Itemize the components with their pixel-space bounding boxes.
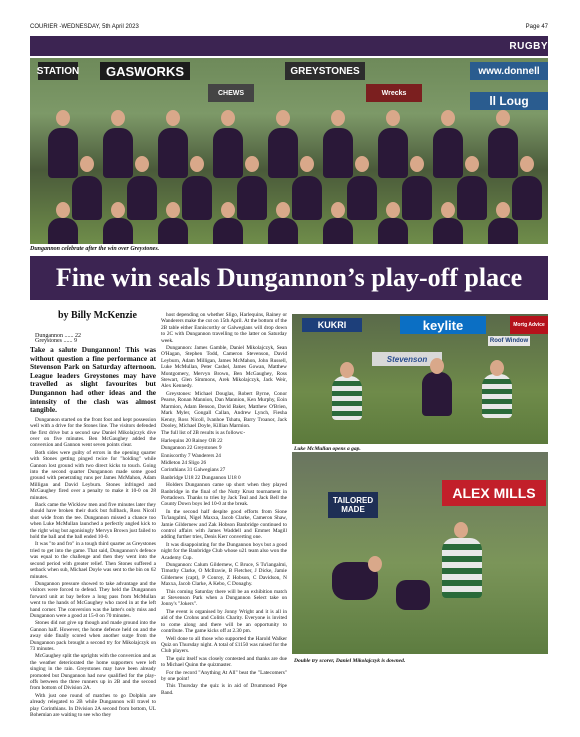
result-line: Corinthians 31 Galwegians 27 (161, 467, 226, 474)
player (457, 176, 487, 220)
photo-sign: TAILORED (332, 496, 374, 505)
photo-sign: keylite (400, 316, 486, 334)
headline: Fine win seals Dungannon’s play-off place (55, 263, 523, 292)
article-paragraph: Holders Dungannon came up short when they played Banbridge in the final of the Nutty Krust tournament in Portadown. Thanks to tries by Jack Teal and Jack Bell the County Down boys led 10-0 at the break. (161, 482, 287, 508)
player (48, 218, 78, 244)
photo-sign: Mortg Advice (510, 316, 548, 334)
player-head (410, 156, 424, 172)
player (103, 218, 133, 244)
player (433, 218, 463, 244)
article-paragraph: Stones did not give up though and made ground into the Gannon half. However, the home defence held on and the away side finally scored when another surge from the Dungannon pack brought a second try for Mikolajczyk on 73 minutes. (30, 620, 156, 652)
player (268, 218, 298, 244)
player-head (190, 156, 204, 172)
photo-sign: CHEWS (208, 84, 254, 102)
publication-line: COURIER -WEDNESDAY, 5th April 2023 (30, 24, 139, 30)
player (433, 128, 463, 178)
player (378, 128, 408, 178)
team-list-u18: Dungannon: Calum Gildernew, C Bruce, S Tu'iangalmi, Timothy Clarke, O McIlravie, B Fletcher, J Dicke, Jamie Gildernew (capt), P Conroy, Z Hobson, C Davidson, N Maxxa, Jacob Clarke, A Kebo, C Donaghy. (161, 562, 287, 588)
team-celebration-photo (30, 58, 548, 244)
photo-caption: Luke McMullan opens a gap. (294, 446, 361, 452)
player-head (520, 156, 534, 172)
result-line: Harlequins 20 Rainey OB 22 (161, 437, 223, 444)
photo-sign: GREYSTONES (285, 62, 365, 80)
section-title: RUGBY (509, 41, 548, 52)
player (512, 176, 542, 220)
article-paragraph: Well done to all those who supported the Harold Walker Quiz on Thursday night. A total of £1150 was raised for the Club players. (161, 635, 287, 655)
page-header (30, 24, 548, 34)
player (213, 218, 243, 244)
sponsor-board (328, 492, 378, 518)
player-head (111, 110, 125, 126)
player-head (441, 202, 455, 218)
score-line: Dungannon ...... 22 (35, 333, 81, 339)
article-paragraph: Both sides were guilty of errors in the opening quarter with Stones getting pinged twice for "holding" while Gannon lost ground with two direct kicks to touch. Going into the second quarter Dungannon made some good ground with penetrating runs per James McMahon, Adam Milligan and David Leyburn. Stones infringed and McGaughey fired over a penalty to make it 10-0 on 28 minutes. (30, 449, 156, 501)
player-head (166, 110, 180, 126)
player (422, 372, 452, 416)
section-bar (30, 36, 548, 56)
results-intro: The full list of 2B results is as follows:- (161, 430, 246, 437)
player (72, 176, 102, 220)
player-head (340, 362, 354, 378)
player-head (56, 202, 70, 218)
player (396, 580, 430, 610)
player-head (331, 202, 345, 218)
page-number: Page 47 (525, 24, 548, 30)
player-head (221, 110, 235, 126)
article-paragraph: It was "to and fro" in a tough third quarter as Greystones tried to get into the game. That said, Dungannon's defence was equal to the challenge and then they went into the second period with greater relief. Then Stones suffered a setback when sub, Michael Doyle was sent to the bin on 62 minutes. (30, 541, 156, 580)
player (48, 128, 78, 178)
headline-banner (30, 256, 548, 300)
photo-sign: Stevenson (372, 352, 442, 366)
player (323, 128, 353, 178)
player-head (166, 202, 180, 218)
player-head (465, 156, 479, 172)
result-line: Banbridge U18 22 Dungannon U18 0 (161, 474, 241, 481)
article-paragraph: host depending on whether Sligo, Harlequins, Rainey or Wanderers make the cut on 15th April. At the bottom of the 2B table either Enniscorthy or Galwegians will drop down to 2C with Dungannon travelling to the latter on Saturday week. (161, 312, 287, 344)
player (158, 128, 188, 178)
result-line: Dungannon 22 Greystones 9 (161, 445, 222, 452)
article-column-2 (161, 312, 287, 732)
player (332, 376, 362, 420)
article-paragraph: It was disappointing for the Dungannon boys but a good night for the Banbridge Club whose u21 team also won the Academy Cup. (161, 541, 287, 561)
article-column-1 (30, 332, 156, 732)
player (103, 128, 133, 178)
player (442, 538, 482, 598)
result-line: Midleton 24 Sligo 26 (161, 459, 207, 466)
results-list (161, 430, 287, 481)
player-head (111, 202, 125, 218)
player (323, 218, 353, 244)
photo-sign: ALEX (452, 485, 490, 501)
photo-sign: ll Loug (470, 92, 548, 110)
article-paragraph: The quiz itself was closely contested and thanks are due to Michael Quinn the quizmaster. (161, 655, 287, 669)
article-paragraph: Dungannon pressure showed to take advantage and the visitors were forced to defend. They held the Dungannon forward unit at bay before a long pass from McMullan went to the hands of McGaughey who raced in at the left hand corner. The conversion was the latter's only miss and Dungannon were a good at 15-0 on 70 minutes. (30, 580, 156, 619)
action-photo-mcmullan (292, 314, 548, 444)
player-head (56, 110, 70, 126)
player-head (386, 202, 400, 218)
player (213, 128, 243, 178)
player (268, 128, 298, 178)
player-head (386, 110, 400, 126)
team-list-greystones: Greystones: Michael Douglas, Robert Byrne, Conor Pearse, Ronan Mannion, Dan Mannion, Ken Murphy, Eoin Marmion, Adam Benson, David Baker, Matthew O'Brien, Mark Myler, Gongall Callan, Andrew Lynch, Fiesha Kenny, Ross Nicoll, Ivanhoe Tshatu, Barry Troanor, Jack Dooley, Michael Doyle, Killian Marmion. (161, 390, 287, 429)
player-head (496, 110, 510, 126)
player-head (221, 202, 235, 218)
article-paragraph: For the record "Anything At All" beat the "Latecomers" by one point! (161, 669, 287, 682)
player (237, 176, 267, 220)
score-line: Greystones ...... 9 (35, 338, 77, 344)
player-head (80, 156, 94, 172)
player-head (331, 110, 345, 126)
article-paragraph: Back came the Wicklow men and five minutes later they should have broken their duck but fullback, Ross Nicoll shot wide from the tee. Dungannon missed a chance too when Luke McMullan launched a perfectly angled kick to the right wing but agonisingly Mervyn Brown just failed to hold the ball and the ball ended 10-0. (30, 502, 156, 541)
player-head (300, 156, 314, 172)
player-head (355, 156, 369, 172)
photo-caption: Dungannon celebrate after the win over Greystones. (30, 246, 160, 252)
photo-caption: Double try scorer, Daniel Mikolajczyk is downed. (294, 658, 406, 664)
lead-paragraph: Take a salute Dungannon! This was without question a fine performance at Stevenson Park on Saturday afternoon. League leaders Greystones may have travelled as slight favourites but Dungannon had other ideas and the intensity of the clash was almost tangible. (30, 345, 156, 415)
photo-sign: Wrecks (366, 84, 422, 102)
player-head (245, 156, 259, 172)
player (402, 176, 432, 220)
player-head (454, 522, 468, 538)
player (378, 218, 408, 244)
player (292, 176, 322, 220)
player-head (490, 360, 504, 376)
photo-sign: MILLS (493, 485, 536, 501)
player (482, 374, 512, 418)
article-paragraph: McGaughey split the uprights with the conversion and as the weather deteriorated the home supporters were left singing in the rain. Greystones may have been already promoted but Dungannon had now qualified for the play-offs between the three runners up in 2B and the second from bottom of Division 2A. (30, 653, 156, 692)
player-head (368, 556, 382, 572)
player (127, 176, 157, 220)
article-paragraph: This Thursday the quiz is in aid of Drummond Pipe Band. (161, 683, 287, 696)
team-list-dungannon: Dungannon: James Gamble, Daniel Mikolajczyk, Sean O'Hagan, Stephen Todd, Cameron Stevenson, David Leyburn, Adam Milligan, James McMahon, John Russell, Luke McMullan, Peter Cashel, James Gowan, Matthew Montgomery, Mervyn Brown, Ben McGaughey, Ross Stewart, Glen Simmons, Arek Mikolajczyk, Jack Weir, Alex Kennedy. (161, 345, 287, 390)
article-paragraph: Dungannon started on the front foot and kept possession well with a drive for the Stones line. The visitors defended the first drive but a second saw Daniel Mikolajczyk dive over on five minutes. Ben McGaughey added the conversion and Gannon went seven points clear. (30, 416, 156, 449)
photo-sign: Roof Window (489, 338, 529, 344)
photo-sign: MADE (341, 505, 365, 514)
article-paragraph: This coming Saturday there will be an exhibition match at Stevenson Park when a Dungannon Select take on Jonny's "Jokers". (161, 588, 287, 608)
player-head (276, 202, 290, 218)
article-paragraph: The event is organised by Jonny Wright and it is all in aid of the Crohns and Colitis Charity. Everyone is invited to come along and there will be an opportunity to contribute. The game kicks off at 2.30 pm. (161, 608, 287, 635)
photo-sign: www.donnell (470, 62, 548, 80)
player-head (430, 358, 444, 374)
player (182, 176, 212, 220)
player-head (441, 110, 455, 126)
player (488, 128, 518, 178)
player (158, 218, 188, 244)
player (488, 218, 518, 244)
photo-sign: GASWORKS (100, 62, 190, 80)
action-photo-mikolajczyk (292, 452, 548, 654)
article-paragraph: In the second half despite good efforts from Sione Tu'iangalmi, Nigel Maxxa, Jacob Clarke, Cameron Shaw, Jamie Gildernew and Zak Hobson Banbridge continued to control affairs with James Waddell and Emmet Magill adding further tries, Denis Kerr converting one. (161, 508, 287, 541)
result-line: Enniscorthy 7 Wanderers 24 (161, 452, 221, 459)
sponsor-board (442, 480, 546, 506)
photo-sign: KUKRI (302, 318, 362, 332)
player (347, 176, 377, 220)
player-head (135, 156, 149, 172)
byline: by Billy McKenzie (58, 310, 137, 321)
player-head (276, 110, 290, 126)
article-paragraph: With just one round of matches to go Dolphin are already relegated to 2B while Dungannon will travel to play Corinthians. In Division 2A second from bottom, UL Bohemian are waiting to see who they (30, 692, 156, 719)
photo-sign: STATION (38, 62, 78, 80)
player-head (496, 202, 510, 218)
